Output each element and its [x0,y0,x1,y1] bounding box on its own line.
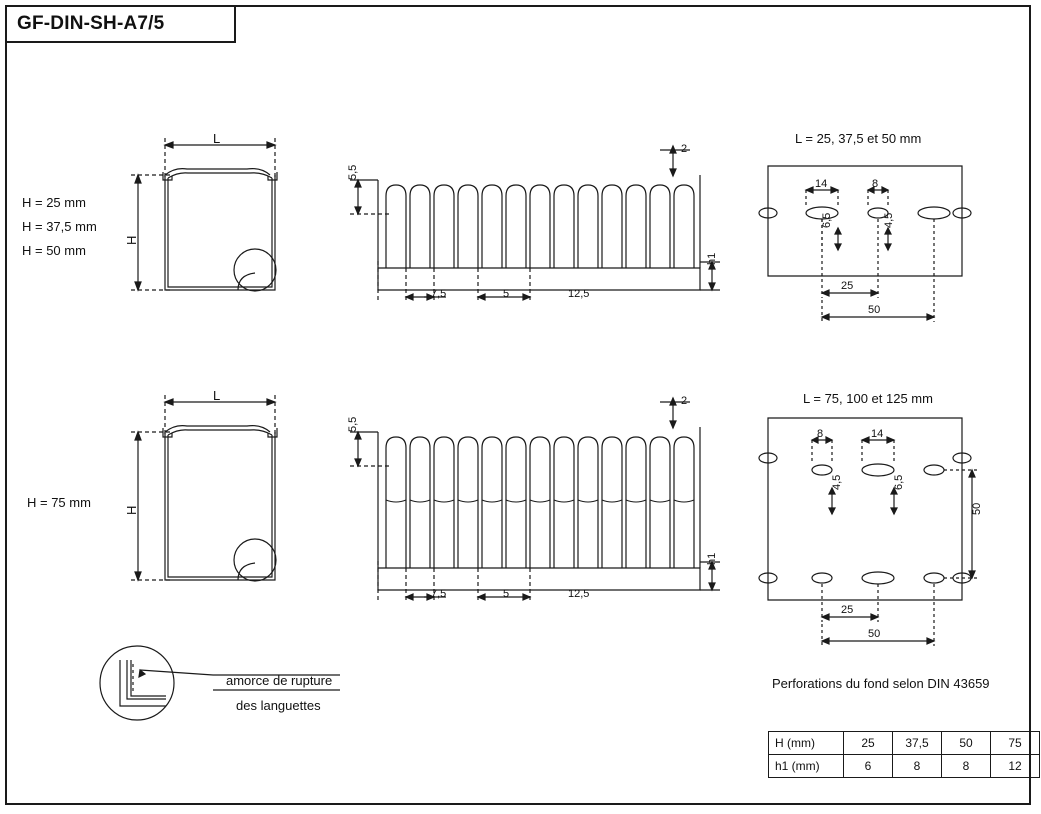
dim-65-bottom: 6,5 [893,474,905,490]
h-h1-table [768,731,1040,778]
dim-75-top: 7,5 [431,288,447,300]
dim-14-bottom: 14 [871,428,884,440]
dim-75-bottom: 7,5 [431,588,447,600]
dim-125-bottom: 12,5 [568,588,590,600]
dim-50-vertical: 50 [971,502,983,515]
table-cell-h-375: 37,5 [893,732,942,755]
table-row-header-h1: h1 (mm) [769,755,844,778]
dim-45-bottom: 4,5 [831,474,843,490]
height-letter-bottom: H [124,505,139,515]
height-label-75: H = 75 mm [27,495,91,510]
dim-5-top: 5 [503,288,510,300]
width-letter-bottom: L [213,388,221,403]
table-cell-h1-6: 6 [844,755,893,778]
perforation-note: Perforations du fond selon DIN 43659 [772,676,990,691]
table-row [769,755,1040,778]
table-cell-h1-8b: 8 [942,755,991,778]
h1-letter-bottom: h1 [706,552,718,565]
dim-2-top: 2 [681,143,688,155]
break-note-line1: amorce de rupture [226,673,333,688]
h1-letter-top: h1 [706,252,718,265]
dim-2-bottom: 2 [681,395,688,407]
perf-title-small: L = 25, 37,5 et 50 mm [795,131,922,146]
dim-55-top: 5,5 [347,164,359,180]
break-note-line2: des languettes [236,698,321,713]
dim-55-bottom: 5,5 [347,416,359,432]
height-label-25: H = 25 mm [22,195,86,210]
table-cell-h1-8a: 8 [893,755,942,778]
width-letter-top: L [213,131,221,146]
dim-50-top: 50 [868,304,881,316]
dim-5-bottom: 5 [503,588,510,600]
dim-125-top: 12,5 [568,288,590,300]
dim-8-top: 8 [872,178,879,190]
table-row [769,732,1040,755]
dim-50-bottom: 50 [868,628,881,640]
page-title: GF-DIN-SH-A7/5 [17,13,165,34]
dim-45-top: 4,5 [883,212,895,228]
height-letter-top: H [124,235,139,245]
table-cell-h-50: 50 [942,732,991,755]
table-cell-h1-12: 12 [991,755,1040,778]
dim-14-top: 14 [815,178,828,190]
dim-25-bottom: 25 [841,604,854,616]
table-row-header-h: H (mm) [769,732,844,755]
dim-8-bottom: 8 [817,428,824,440]
perf-title-large: L = 75, 100 et 125 mm [803,391,933,406]
height-label-50: H = 50 mm [22,243,86,258]
dim-25-top: 25 [841,280,854,292]
dim-65-top: 6,5 [821,212,833,228]
table-cell-h-75: 75 [991,732,1040,755]
height-label-375: H = 37,5 mm [22,219,97,234]
table-cell-h-25: 25 [844,732,893,755]
